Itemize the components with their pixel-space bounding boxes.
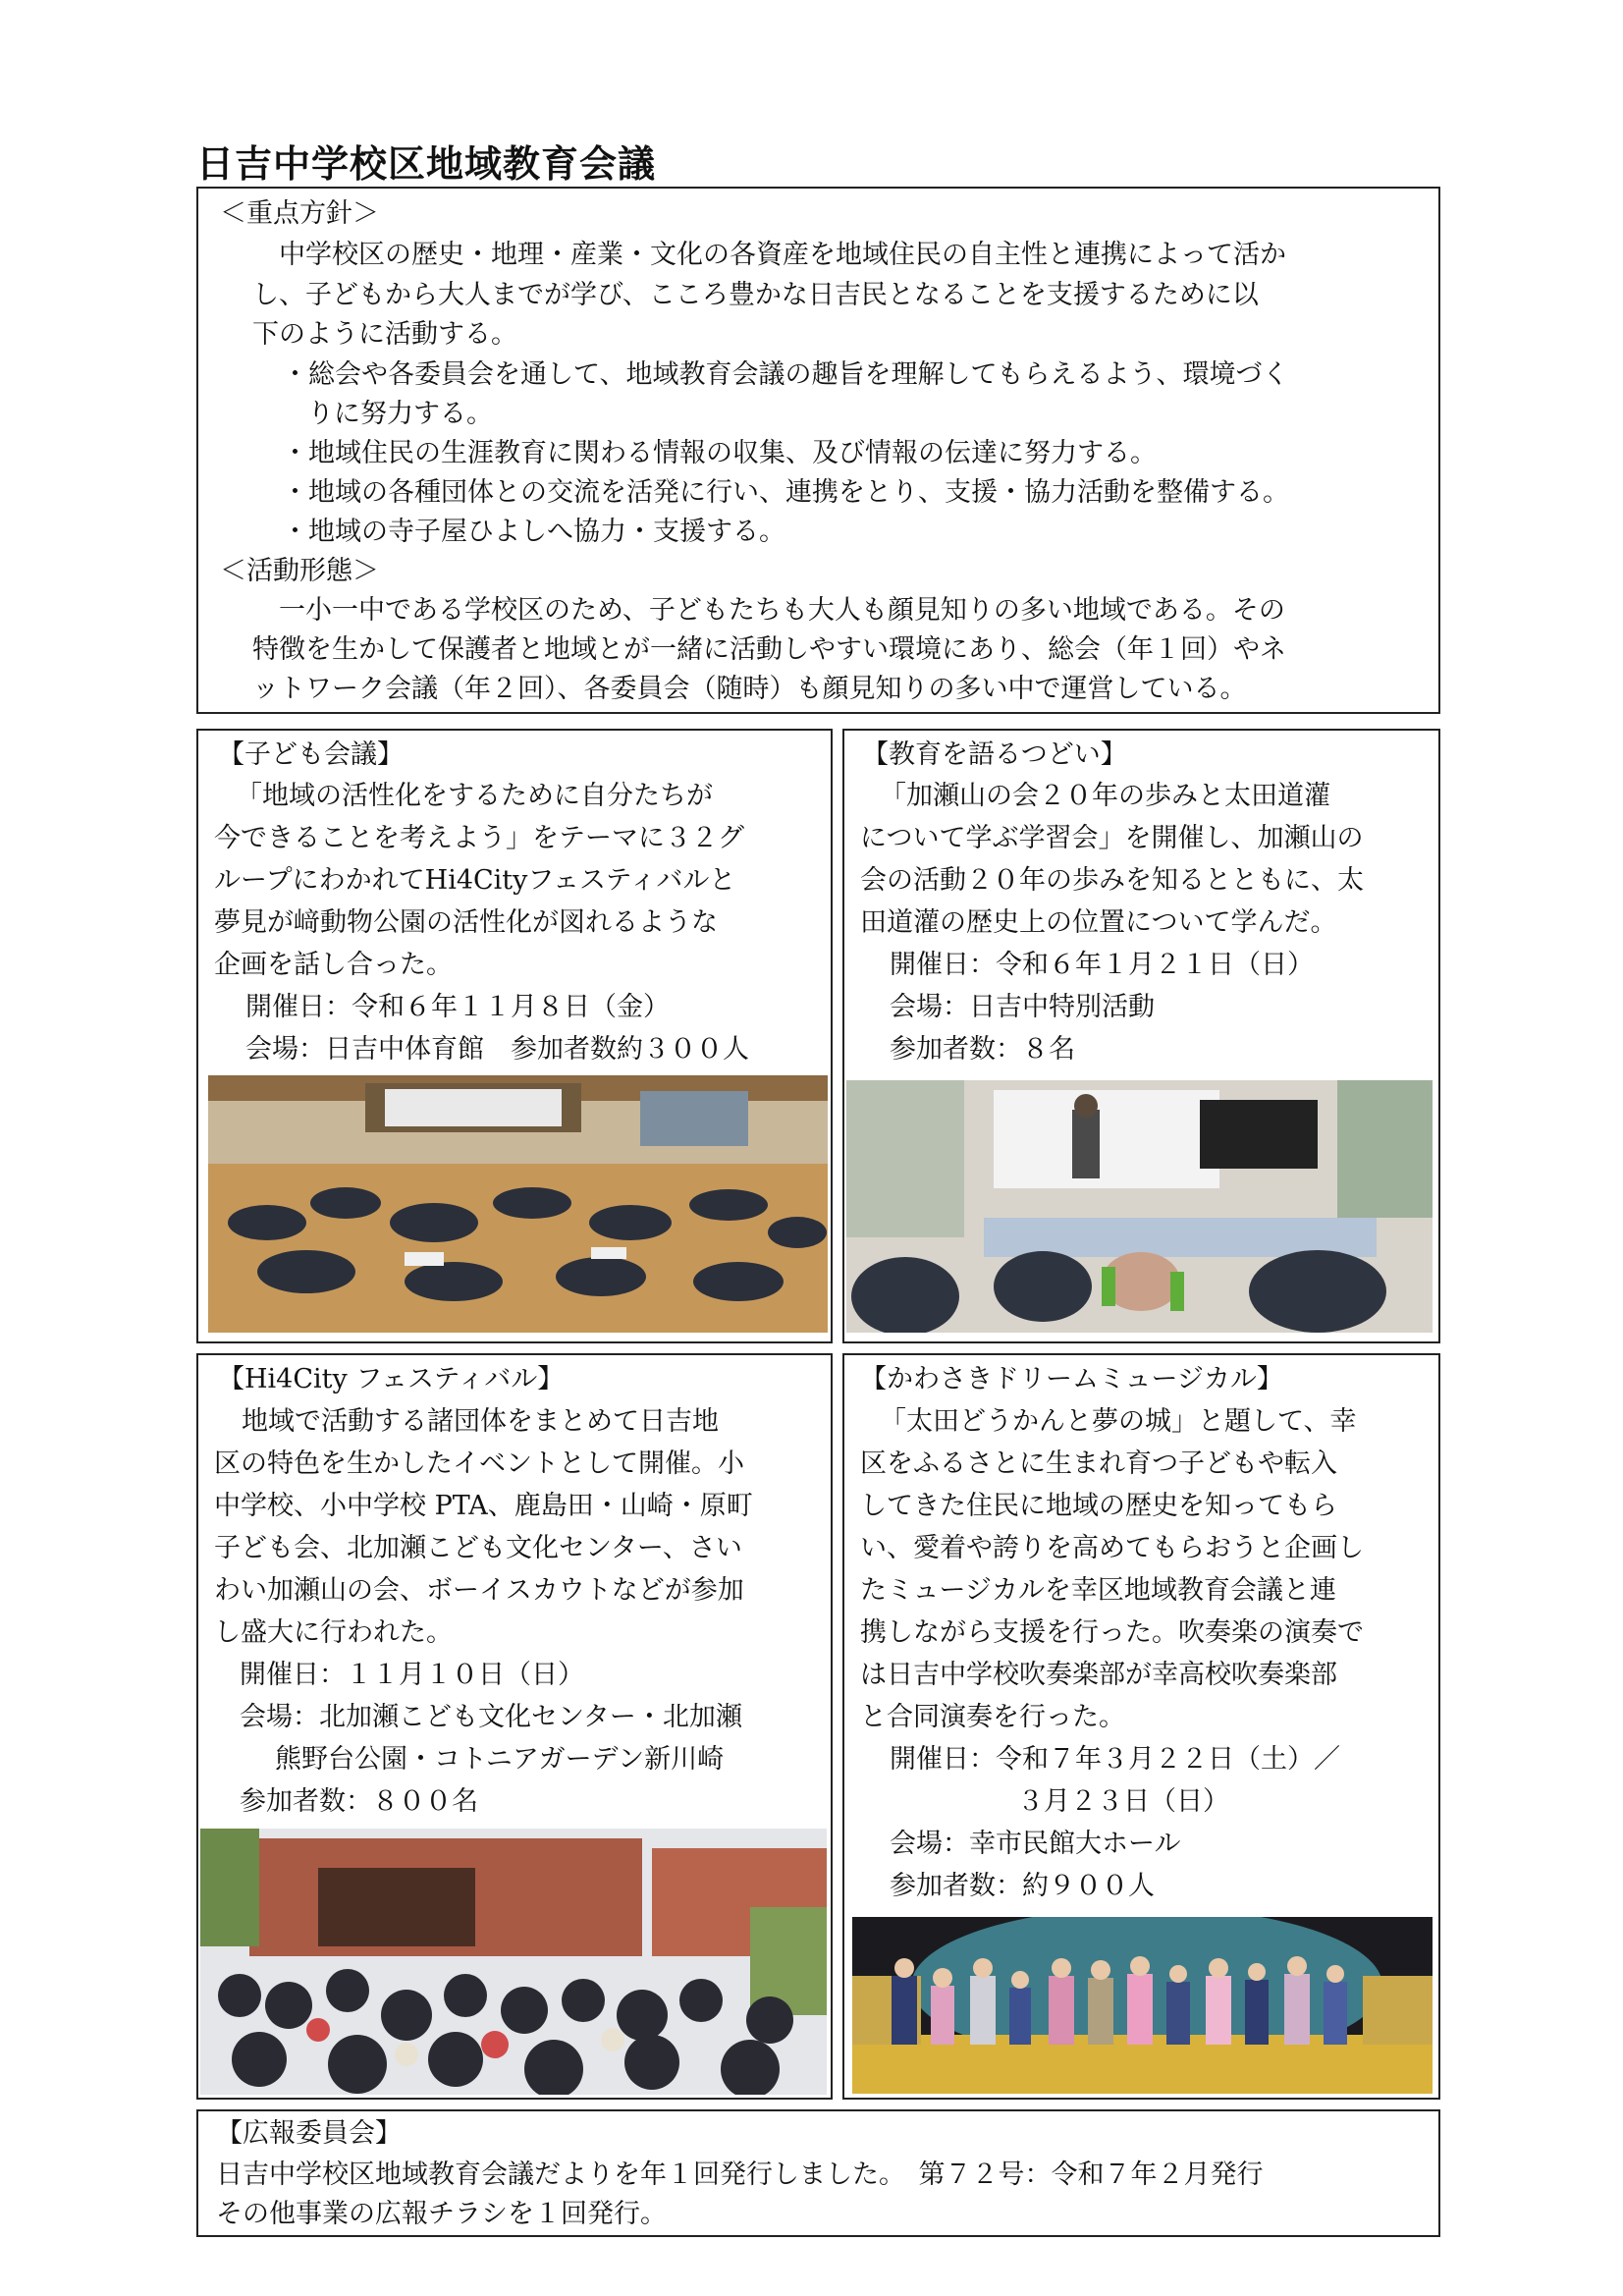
kyoiku-line: 田道灌の歴史上の位置について学んだ。	[860, 907, 1337, 938]
kyoiku-heading: 【教育を語るつどい】	[862, 739, 1127, 770]
kodomo-line: 今できることを考えよう」をテーマに３２グ	[214, 823, 744, 853]
hi4city-venue2: 熊野台公園・コトニアガーデン新川崎	[275, 1744, 725, 1775]
musical-line: と合同演奏を行った。	[860, 1702, 1125, 1732]
musical-line: 「太田どうかんと夢の城」と題して、幸	[880, 1406, 1357, 1437]
form-line: ットワーク会議（年２回）、各委員会（随時）も顔見知りの多い中で運営している。	[252, 674, 1247, 704]
hi4city-date: 開催日：１１月１０日（日）	[240, 1660, 584, 1690]
musical-line: は日吉中学校吹奏楽部が幸高校吹奏楽部	[860, 1660, 1337, 1690]
kyoiku-venue: 会場：日吉中特別活動	[890, 992, 1155, 1022]
kodomo-line: 企画を話し合った。	[214, 950, 453, 980]
hi4city-heading: 【Hi4City フェスティバル】	[218, 1364, 565, 1394]
hi4city-line: 子ども会、北加瀬こども文化センター、さい	[214, 1533, 742, 1563]
musical-line: たミュージカルを幸区地域教育会議と連	[860, 1575, 1336, 1606]
stage-photo-illustration	[852, 1917, 1433, 2094]
hi4city-line: 地域で活動する諸団体をまとめて日吉地	[242, 1406, 719, 1437]
gym-photo-illustration	[208, 1075, 828, 1333]
form-heading: ＜活動形態＞	[220, 556, 379, 586]
hi4city-count: 参加者数：８００名	[240, 1786, 478, 1817]
koho-line: 日吉中学校区地域教育会議だよりを年１回発行しました。 第７２号：令和７年２月発行	[216, 2159, 1264, 2190]
meeting-photo-illustration	[846, 1080, 1433, 1333]
form-line: 一小一中である学校区のため、子どもたちも大人も顔見知りの多い地域である。その	[279, 595, 1285, 626]
musical-line: 区をふるさとに生まれ育つ子どもや転入	[860, 1449, 1337, 1479]
kyoiku-line: 「加瀬山の会２０年の歩みと太田道灌	[880, 781, 1330, 811]
hi4city-line: 区の特色を生かしたイベントとして開催。小	[214, 1449, 744, 1479]
form-line: 特徴を生かして保護者と地域とが一緒に活動しやすい環境にあり、総会（年１回）やネ	[252, 634, 1286, 665]
hi4city-line: わい加瀬山の会、ボーイスカウトなどが参加	[214, 1575, 744, 1606]
hi4city-line: 中学校、小中学校 PTA、鹿島田・山崎・原町	[214, 1491, 753, 1521]
musical-line: い、愛着や誇りを高めてもらおうと企画し	[860, 1533, 1364, 1563]
kodomo-line: 夢見が﨑動物公園の活性化が図れるような	[214, 907, 718, 938]
hi4city-line: し盛大に行われた。	[214, 1617, 453, 1648]
kodomo-heading: 【子ども会議】	[218, 739, 404, 770]
kodomo-photo	[208, 1075, 828, 1333]
musical-date: 開催日：令和７年３月２２日（土）／	[890, 1744, 1340, 1775]
kodomo-venue: 会場：日吉中体育館 参加者数約３００人	[245, 1034, 749, 1065]
kyoiku-date: 開催日：令和６年１月２１日（日）	[890, 950, 1314, 980]
kodomo-line: 「地域の活性化をするために自分たちが	[236, 781, 713, 811]
kyoiku-line: 会の活動２０年の歩みを知るとともに、太	[860, 865, 1364, 896]
musical-line: 携しながら支援を行った。吹奏楽の演奏で	[860, 1617, 1364, 1648]
musical-venue: 会場：幸市民館大ホール	[890, 1829, 1181, 1859]
musical-date2: ３月２３日（日）	[1017, 1786, 1229, 1817]
hi4city-photo	[200, 1829, 827, 2095]
musical-heading: 【かわさきドリームミュージカル】	[860, 1364, 1283, 1394]
policy-bullet: ・総会や各委員会を通して、地域教育会議の趣旨を理解してもらえるよう、環境づく	[282, 359, 1289, 390]
kyoiku-photo	[846, 1080, 1433, 1333]
policy-heading: ＜重点方針＞	[220, 198, 379, 229]
policy-bullet: りに努力する。	[307, 399, 493, 429]
page-title: 日吉中学校区地域教育会議	[196, 142, 657, 186]
musical-line: してきた住民に地域の歴史を知ってもら	[860, 1491, 1337, 1521]
policy-intro-line: 中学校区の歴史・地理・産業・文化の各資産を地域住民の自主性と連携によって活か	[279, 240, 1286, 270]
kyoiku-line: について学ぶ学習会」を開催し、加瀬山の	[860, 823, 1364, 853]
policy-bullet: ・地域の寺子屋ひよしへ協力・支援する。	[282, 517, 785, 547]
musical-photo	[852, 1917, 1433, 2094]
musical-count: 参加者数：約９００人	[890, 1871, 1155, 1901]
kyoiku-count: 参加者数：８名	[890, 1034, 1075, 1065]
policy-bullet: ・地域住民の生涯教育に関わる情報の収集、及び情報の伝達に努力する。	[282, 438, 1157, 468]
kodomo-line: ループにわかれてHi4Cityフェスティバルと	[214, 865, 736, 896]
policy-bullet: ・地域の各種団体との交流を活発に行い、連携をとり、支援・協力活動を整備する。	[282, 477, 1289, 508]
hi4city-venue: 会場：北加瀬こども文化センター・北加瀬	[240, 1702, 742, 1732]
koho-heading: 【広報委員会】	[216, 2118, 402, 2149]
koho-line: その他事業の広報チラシを１回発行。	[216, 2199, 667, 2229]
policy-intro-line: 下のように活動する。	[252, 319, 517, 350]
festival-photo-illustration	[200, 1829, 827, 2095]
kodomo-date: 開催日：令和６年１１月８日（金）	[245, 992, 670, 1022]
policy-intro-line: し、子どもから大人までが学び、こころ豊かな日吉民となることを支援するために以	[252, 280, 1259, 310]
